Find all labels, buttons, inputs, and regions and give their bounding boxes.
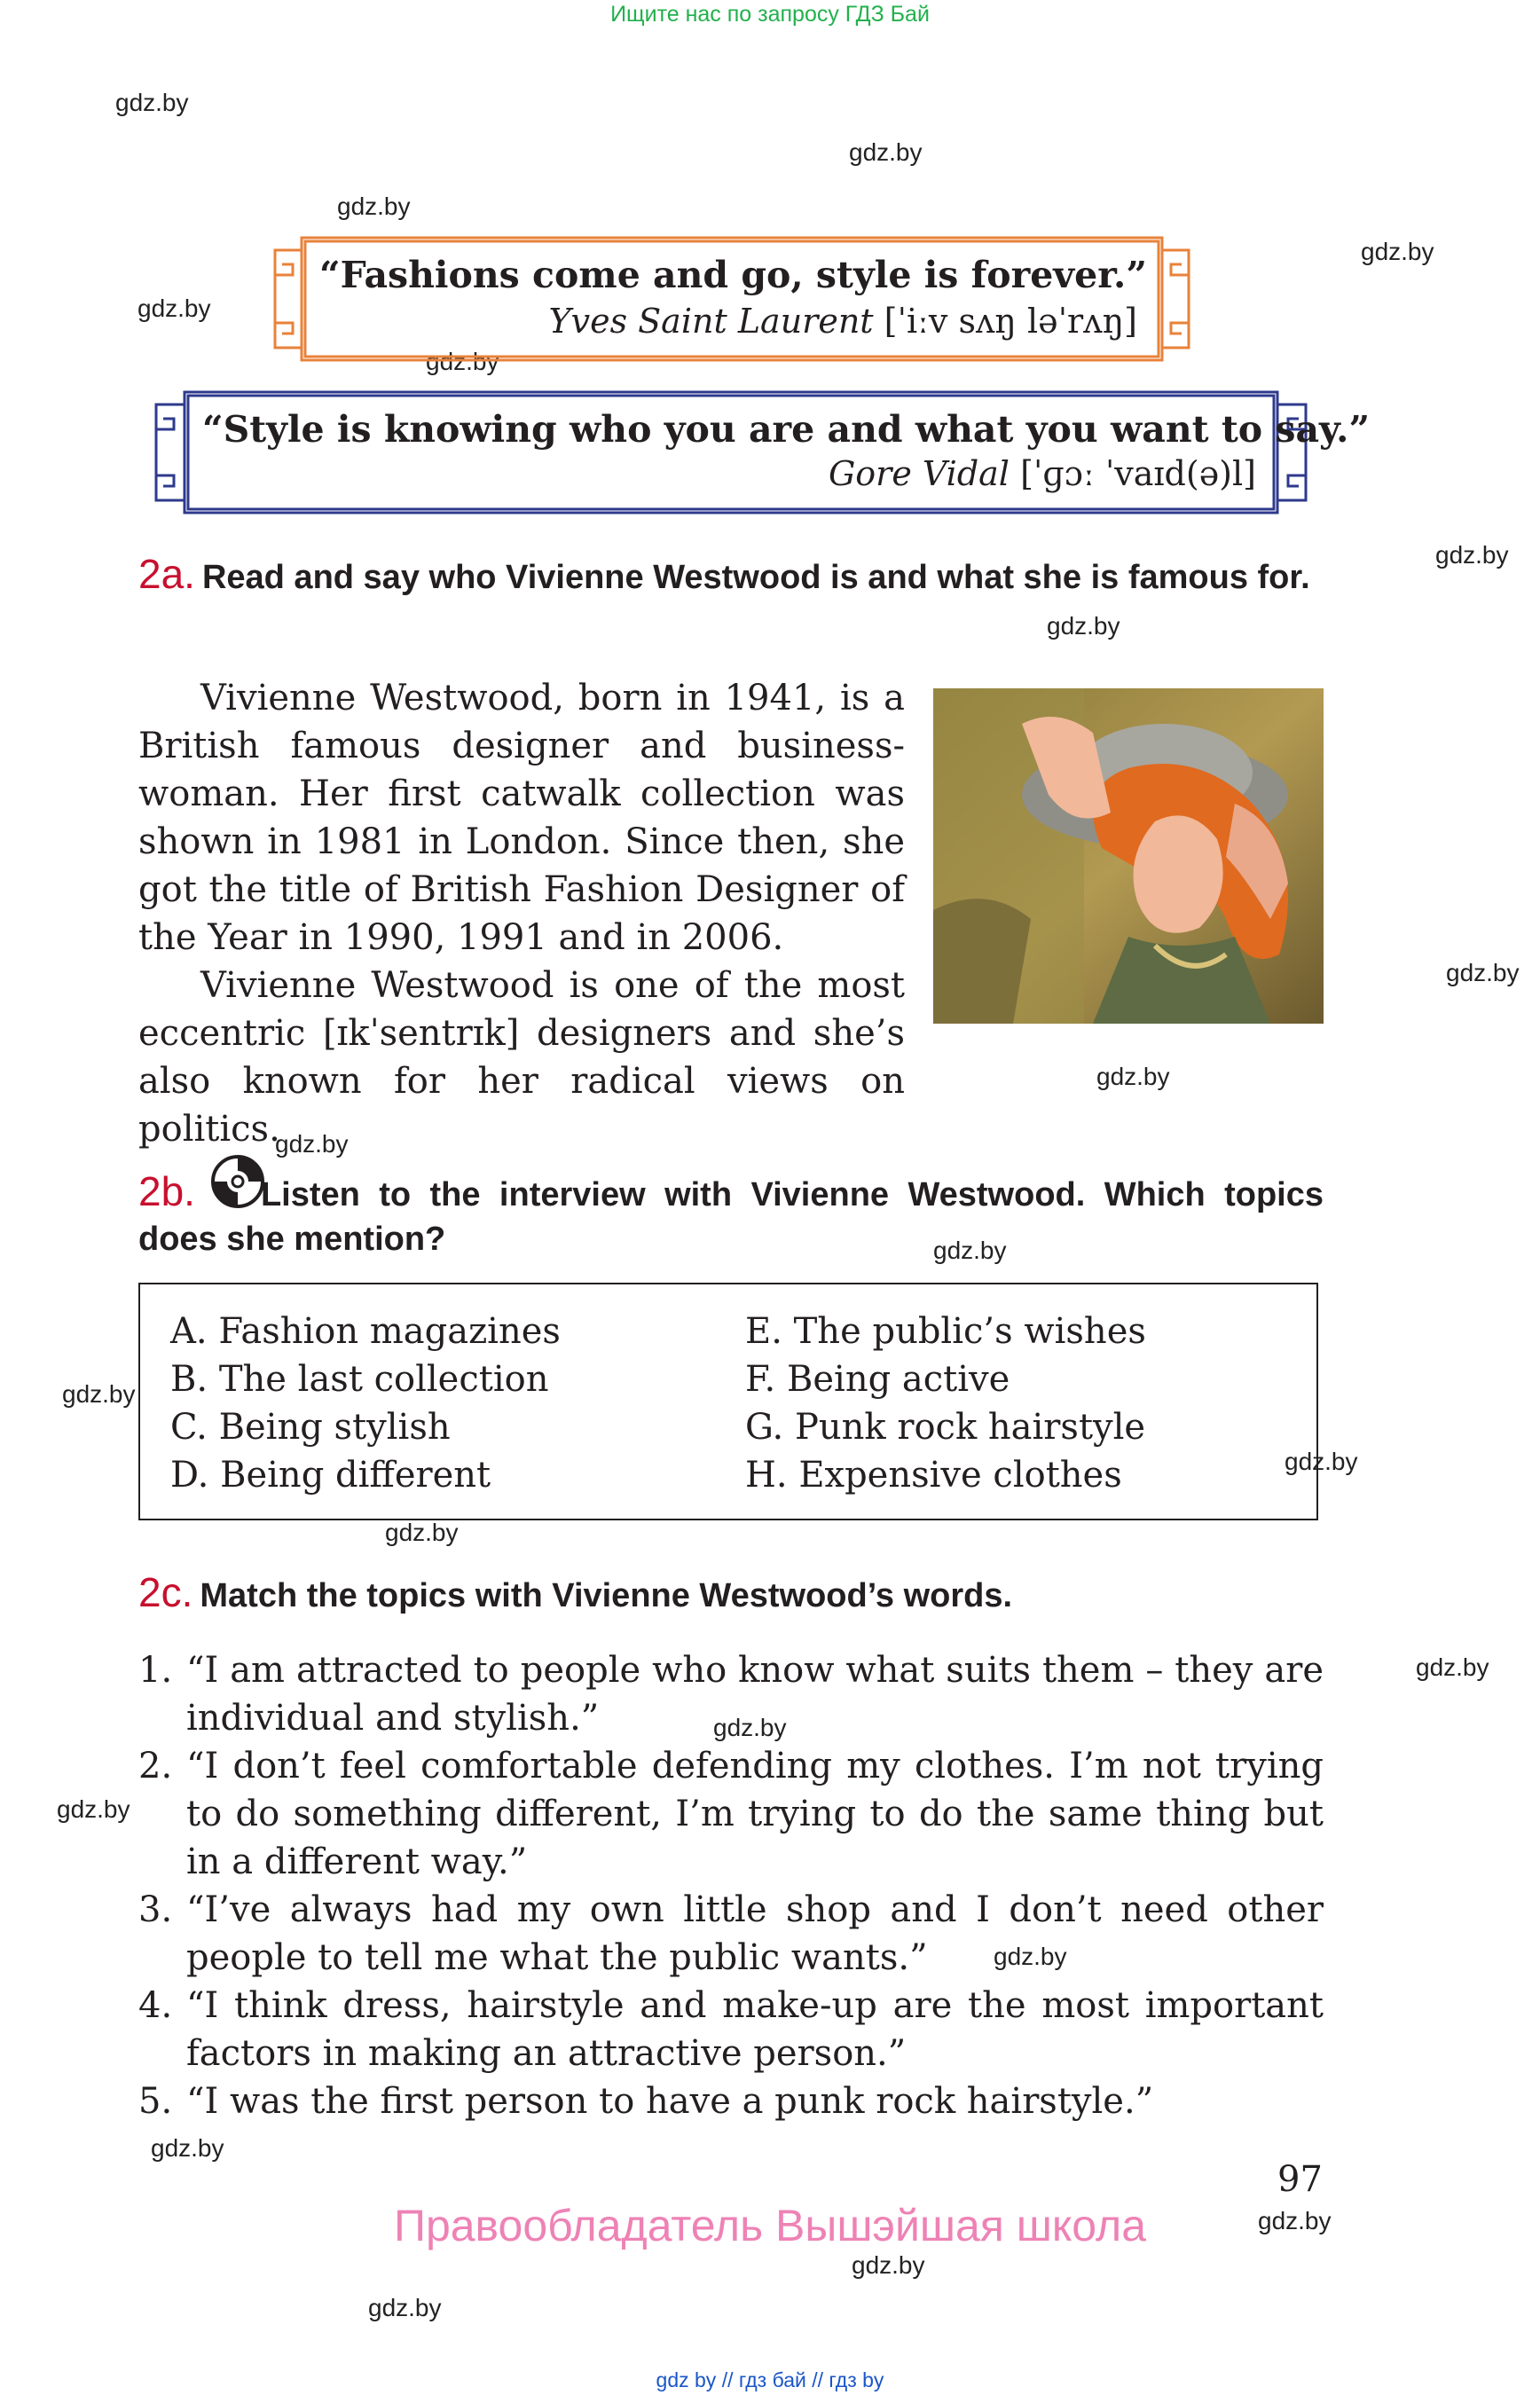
- page-number: 97: [1277, 2159, 1323, 2200]
- item-text: “I think dress, hairstyle and make-up are the most important factors in making an attractive person.”: [186, 1985, 1324, 2074]
- search-note: Ищите нас по запросу ГДЗ Бай: [610, 2, 930, 27]
- item-text: “I’ve always had my own little shop and I don’t need other people to tell me what the public wants.”: [186, 1889, 1324, 1978]
- vivienne-westwood-photo: [933, 688, 1324, 1024]
- watermark: gdz.by: [57, 1795, 130, 1823]
- task-2c-heading: [138, 1570, 1324, 1618]
- quote-2-text: “Style is knowing who you are and what you want to say.”: [202, 408, 1371, 451]
- watermark: gdz.by: [713, 1714, 787, 1741]
- watermark: gdz.by: [151, 2134, 224, 2162]
- item-number: 4.: [138, 1985, 173, 2026]
- topic-option: F. Being active: [745, 1359, 1010, 1400]
- item-number: 1.: [138, 1650, 173, 1691]
- task-2c-number: 2c.: [138, 1569, 193, 1615]
- list-item: [138, 1886, 1324, 1982]
- topic-option: E. The public’s wishes: [745, 1311, 1146, 1352]
- watermark: gdz.by: [368, 2294, 442, 2321]
- watermark: gdz.by: [115, 89, 189, 116]
- rights-holder: Правообладатель Вышэйшая школа: [394, 2201, 1146, 2250]
- quote-1-author-ipa: [ˈiːv sʌŋ ləˈrʌŋ]: [884, 302, 1137, 341]
- quote-2-author-ipa: [ˈɡɔː ˈvaɪd(ə)l]: [1020, 454, 1256, 493]
- task-2a-instruction: Read and say who Vivienne Westwood is and what she is famous for.: [201, 559, 1310, 596]
- item-number: 5.: [138, 2081, 173, 2122]
- topic-option: G. Punk rock hairstyle: [745, 1407, 1146, 1448]
- task-2a-number: 2a.: [138, 551, 195, 597]
- quote-2-author-name: Gore Vidal: [828, 454, 1010, 493]
- task-2b-instruction: Listen to the interview with Vivienne Westwood. Which topics does she mention?: [138, 1176, 1324, 1258]
- watermark: gdz.by: [933, 1237, 1007, 1264]
- item-text: “I am attracted to people who know what suits them – they are individual and stylish.”: [186, 1650, 1324, 1739]
- footer-links[interactable]: gdz by // гдз бай // гдз by: [656, 2368, 884, 2391]
- task-2b-heading: [138, 1169, 1324, 1261]
- list-item: [138, 1742, 1324, 1886]
- topic-option: C. Being stylish: [170, 1407, 451, 1448]
- paragraph: Vivienne Westwood is one of the most eccentric [ɪkˈsentrɪk] designers and she’s also known for her radical views on politics.: [138, 965, 905, 1150]
- watermark: gdz.by: [849, 138, 923, 166]
- watermark: gdz.by: [852, 2251, 925, 2279]
- task-2c-instruction: Match the topics with Vivienne Westwood’s words.: [200, 1577, 1013, 1614]
- watermark: gdz.by: [426, 348, 499, 375]
- paragraph: Vivienne Westwood, born in 1941, is a British famous designer and business-woman. Her first catwalk collection was shown in 1981 in London. Since then, she got the title of British Fashion Designer of the Year in 1990, 1991 and in 2006.: [138, 678, 905, 958]
- list-item: [138, 1982, 1324, 2077]
- watermark: gdz.by: [62, 1380, 136, 1408]
- watermark: gdz.by: [1096, 1063, 1170, 1090]
- list-item: [138, 2077, 1324, 2125]
- task-2a-text: [138, 674, 905, 1153]
- item-number: 3.: [138, 1889, 173, 1930]
- quote-2-author: [621, 454, 1256, 493]
- watermark: gdz.by: [138, 294, 211, 322]
- watermark: gdz.by: [994, 1943, 1067, 1970]
- watermark: gdz.by: [1285, 1448, 1358, 1475]
- topic-option: D. Being different: [170, 1455, 491, 1496]
- topic-option: B. The last collection: [170, 1359, 549, 1400]
- watermark: gdz.by: [337, 192, 411, 220]
- watermark: gdz.by: [275, 1130, 349, 1158]
- watermark: gdz.by: [1361, 238, 1434, 265]
- watermark: gdz.by: [1258, 2207, 1332, 2234]
- quote-frame-orange: [257, 232, 1206, 365]
- topic-option: A. Fashion magazines: [170, 1311, 561, 1352]
- task-2a-heading: [138, 552, 1324, 600]
- quotes-list: [138, 1646, 1324, 2125]
- watermark: gdz.by: [385, 1519, 459, 1546]
- watermark: gdz.by: [1047, 612, 1120, 640]
- watermark: gdz.by: [1446, 959, 1520, 986]
- watermark: gdz.by: [1416, 1653, 1489, 1681]
- task-2b-number: 2b.: [138, 1168, 195, 1214]
- quote-1-text: “Fashions come and go, style is forever.”: [319, 254, 1147, 296]
- item-number: 2.: [138, 1746, 173, 1787]
- quote-frame-blue: [138, 387, 1324, 518]
- list-item: [138, 1646, 1324, 1742]
- watermark: gdz.by: [1435, 541, 1509, 569]
- item-text: “I was the first person to have a punk rock hairstyle.”: [186, 2081, 1154, 2122]
- item-text: “I don’t feel comfortable defending my clothes. I’m not trying to do something different, I’m trying to do the same thing but in a different way.”: [186, 1746, 1324, 1882]
- quote-1-author-name: Yves Saint Laurent: [548, 302, 874, 341]
- topics-box: [138, 1283, 1318, 1520]
- quote-1-author: [497, 302, 1137, 341]
- topic-option: H. Expensive clothes: [745, 1455, 1122, 1496]
